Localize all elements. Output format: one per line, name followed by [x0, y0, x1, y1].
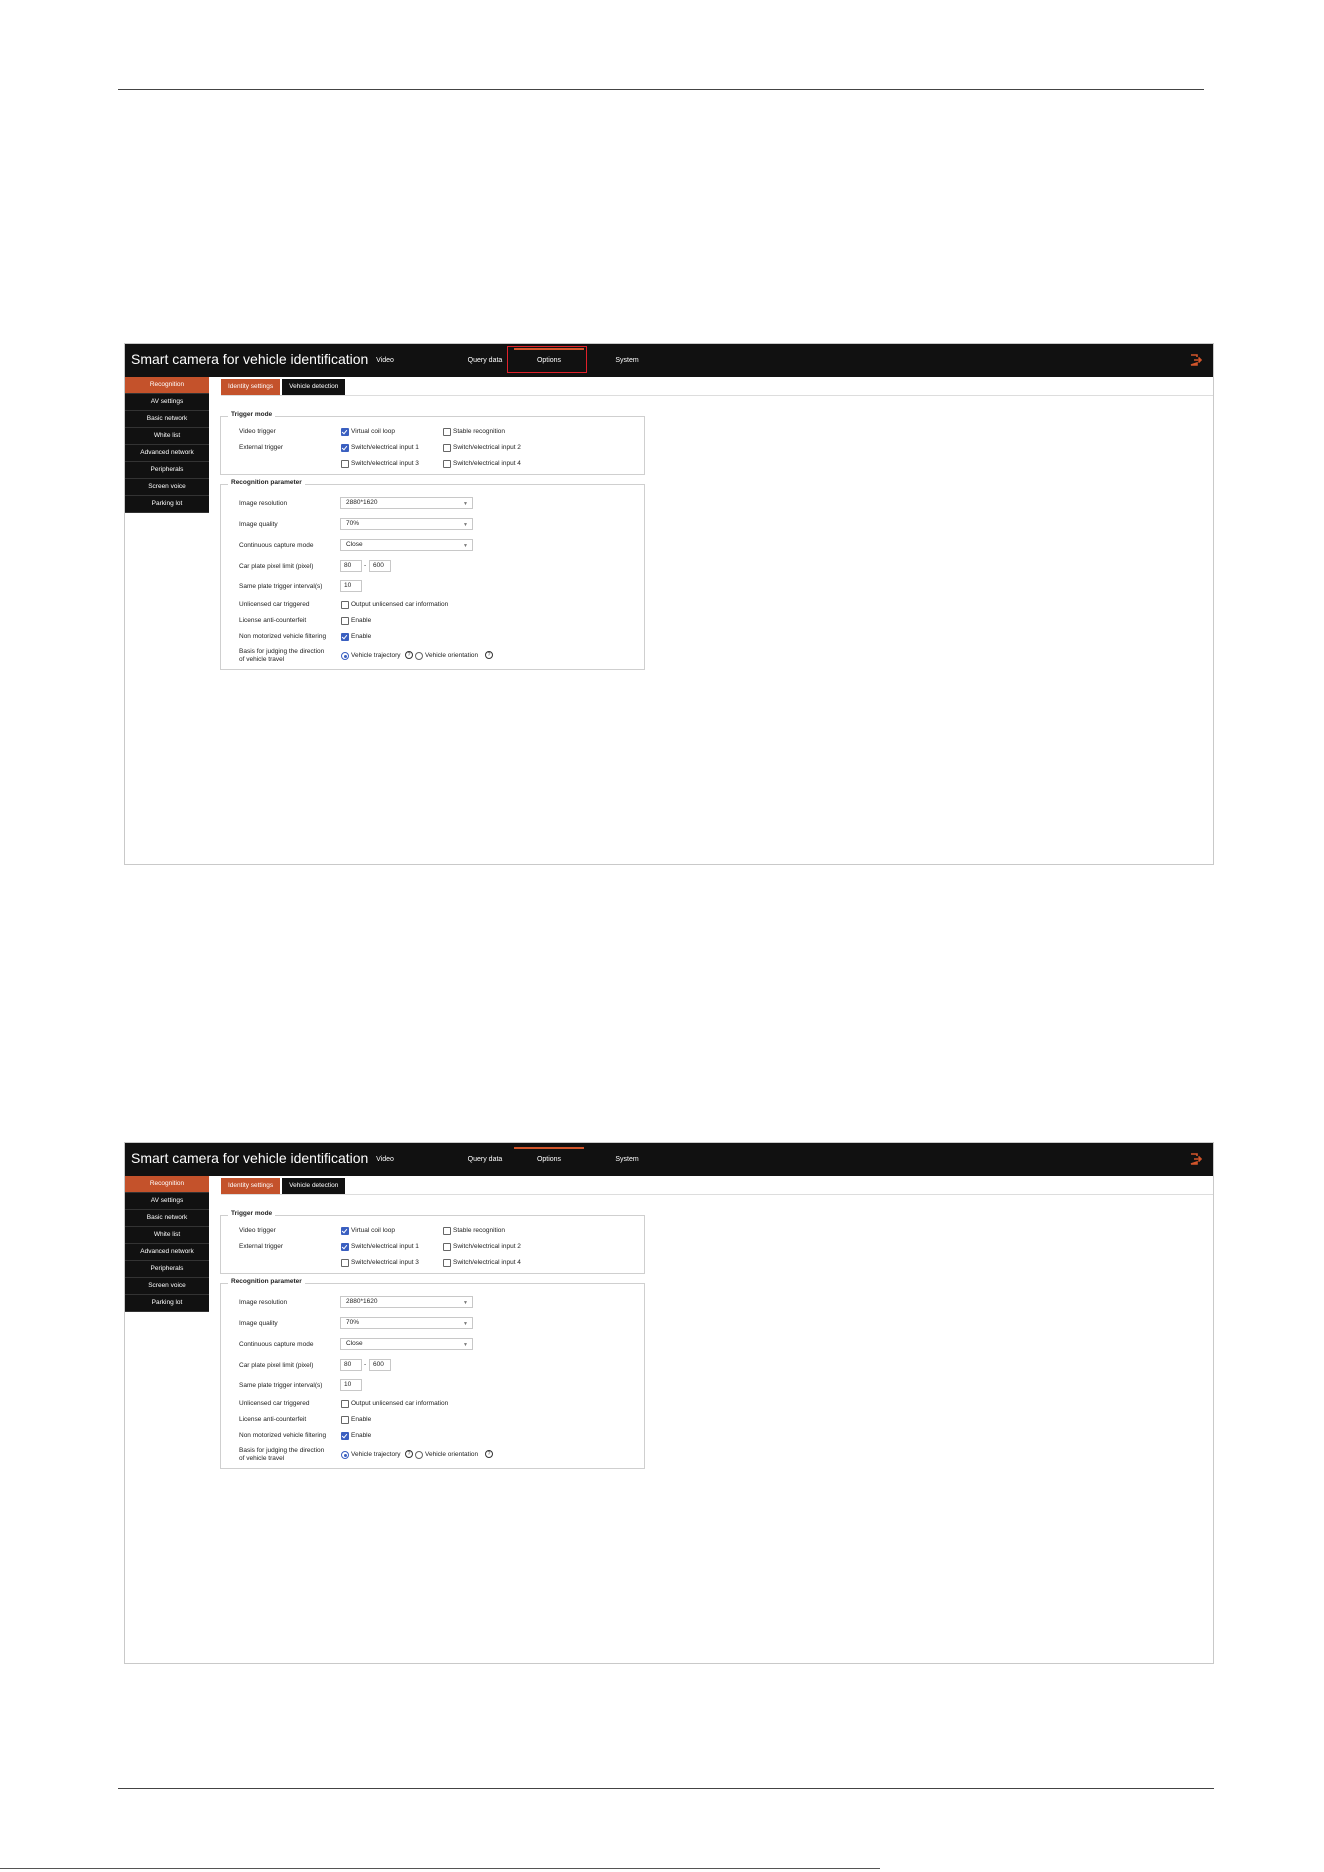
video-trigger-label: Video trigger [239, 1227, 276, 1234]
input-3-label: Switch/electrical input 3 [351, 1259, 419, 1266]
external-trigger-row-2 [221, 1258, 644, 1270]
pixel-limit-label: Car plate pixel limit (pixel) [239, 1362, 314, 1369]
continuous-capture-row [221, 1340, 644, 1352]
input-4-label: Switch/electrical input 4 [453, 1259, 521, 1266]
trigger-interval-input[interactable]: 10 [340, 580, 362, 592]
non-motorized-row [221, 1431, 644, 1443]
virtual-coil-checkbox[interactable] [341, 428, 349, 436]
image-resolution-value: 2880*1620 [346, 1298, 378, 1305]
direction-label-line-1: Basis for judging the direction [239, 648, 325, 655]
image-resolution-label: Image resolution [239, 500, 288, 507]
trigger-mode-legend: Trigger mode [228, 1210, 275, 1217]
non-motorized-row [221, 632, 644, 644]
image-quality-select[interactable] [340, 1317, 473, 1329]
image-resolution-value: 2880*1620 [346, 499, 378, 506]
anti-counterfeit-checkbox[interactable] [341, 617, 349, 625]
direction-row [221, 647, 644, 667]
help-icon[interactable]: ? [485, 651, 493, 659]
anti-counterfeit-row [221, 616, 644, 628]
direction-label [239, 1447, 339, 1463]
input-1-label: Switch/electrical input 1 [351, 1243, 419, 1250]
unlicensed-checkbox[interactable] [341, 1400, 349, 1408]
continuous-capture-label: Continuous capture mode [239, 1341, 314, 1348]
nav-system[interactable]: System [615, 357, 639, 364]
trigger-interval-input[interactable]: 10 [340, 1379, 362, 1391]
screenshot-options-highlighted [124, 343, 1214, 865]
external-trigger-row-2 [221, 459, 644, 471]
anti-counterfeit-label: License anti-counterfeit [239, 617, 307, 624]
chevron-down-icon: ▼ [463, 501, 468, 507]
input-3-checkbox[interactable] [341, 1259, 349, 1267]
chevron-down-icon: ▼ [463, 522, 468, 528]
anti-counterfeit-option: Enable [351, 1416, 372, 1423]
options-highlight-box [507, 346, 587, 373]
unlicensed-option: Output unlicensed car information [351, 1400, 449, 1407]
video-trigger-row [221, 427, 644, 439]
sidebar-item-peripherals[interactable]: Peripherals [125, 1261, 209, 1278]
trigger-mode-legend: Trigger mode [228, 411, 275, 418]
direction-label-line-1: Basis for judging the direction [239, 1447, 325, 1454]
input-2-label: Switch/electrical input 2 [453, 444, 521, 451]
top-bar [125, 344, 1213, 377]
image-quality-label: Image quality [239, 1320, 278, 1327]
vehicle-trajectory-label: Vehicle trajectory [351, 1451, 401, 1458]
image-resolution-select[interactable] [340, 1296, 473, 1308]
sidebar-item-recognition[interactable]: Recognition [125, 1176, 209, 1193]
app-title: Smart camera for vehicle identification [131, 351, 369, 367]
non-motorized-option: Enable [351, 633, 372, 640]
unlicensed-option: Output unlicensed car information [351, 601, 449, 608]
non-motorized-option: Enable [351, 1432, 372, 1439]
nav-video[interactable]: Video [376, 357, 394, 364]
trigger-mode-group [220, 1210, 645, 1274]
image-quality-value: 70% [346, 520, 360, 527]
pixel-limit-row [221, 1361, 644, 1373]
sidebar-item-advanced-network[interactable]: Advanced network [125, 1244, 209, 1261]
pixel-max-input[interactable]: 600 [369, 1359, 391, 1371]
sidebar-item-screen-voice[interactable]: Screen voice [125, 1278, 209, 1295]
sidebar-item-screen-voice[interactable]: Screen voice [125, 479, 209, 496]
sidebar-item-parking-lot[interactable]: Parking lot [125, 1295, 209, 1312]
nav-system[interactable]: System [615, 1156, 639, 1163]
help-icon[interactable]: ? [405, 1450, 413, 1458]
image-resolution-row [221, 1298, 644, 1310]
anti-counterfeit-checkbox[interactable] [341, 1416, 349, 1424]
stable-recognition-label: Stable recognition [453, 1227, 506, 1234]
direction-label-line-2: of vehicle travel [239, 1455, 285, 1462]
vehicle-trajectory-radio[interactable] [341, 652, 349, 660]
image-resolution-select[interactable] [340, 497, 473, 509]
nav-options[interactable]: Options [511, 344, 587, 377]
vehicle-trajectory-label: Vehicle trajectory [351, 652, 401, 659]
vehicle-orientation-label: Vehicle orientation [425, 1451, 479, 1458]
sidebar-item-basic-network[interactable]: Basic network [125, 411, 209, 428]
pixel-limit-row [221, 562, 644, 574]
input-4-label: Switch/electrical input 4 [453, 460, 521, 467]
external-trigger-row [221, 443, 644, 455]
tab-identity-settings[interactable]: Identity settings [221, 1178, 280, 1194]
image-quality-row [221, 1319, 644, 1331]
sidebar [125, 377, 209, 513]
top-bar [125, 1143, 1213, 1176]
help-icon[interactable]: ? [405, 651, 413, 659]
chevron-down-icon: ▼ [463, 1300, 468, 1306]
sidebar-item-white-list[interactable]: White list [125, 1227, 209, 1244]
chevron-down-icon: ▼ [463, 1321, 468, 1327]
direction-row [221, 1446, 644, 1466]
pixel-limit-label: Car plate pixel limit (pixel) [239, 563, 314, 570]
sidebar-item-basic-network[interactable]: Basic network [125, 1210, 209, 1227]
recognition-parameter-group [220, 479, 645, 670]
sidebar-item-recognition[interactable]: Recognition [125, 377, 209, 394]
tab-bar [221, 379, 347, 395]
chevron-down-icon: ▼ [463, 1342, 468, 1348]
vehicle-orientation-label: Vehicle orientation [425, 652, 479, 659]
virtual-coil-checkbox[interactable] [341, 1227, 349, 1235]
page-footer-rule [118, 1788, 1214, 1789]
sidebar-item-parking-lot[interactable]: Parking lot [125, 496, 209, 513]
pixel-range-separator: - [364, 1361, 367, 1368]
pixel-min-input[interactable]: 80 [340, 560, 362, 572]
tab-vehicle-detection[interactable]: Vehicle detection [282, 379, 345, 395]
trigger-interval-row [221, 1381, 644, 1393]
anti-counterfeit-label: License anti-counterfeit [239, 1416, 307, 1423]
image-quality-value: 70% [346, 1319, 360, 1326]
sidebar-item-white-list[interactable]: White list [125, 428, 209, 445]
tab-identity-settings[interactable]: Identity settings [221, 379, 280, 395]
image-resolution-row [221, 499, 644, 511]
input-2-checkbox[interactable] [443, 444, 451, 452]
sidebar-item-advanced-network[interactable]: Advanced network [125, 445, 209, 462]
non-motorized-checkbox[interactable] [341, 1432, 349, 1440]
trigger-interval-row [221, 582, 644, 594]
sidebar-item-peripherals[interactable]: Peripherals [125, 462, 209, 479]
input-3-checkbox[interactable] [341, 460, 349, 468]
nav-query-data[interactable]: Query data [467, 357, 503, 364]
vehicle-orientation-radio[interactable] [415, 1451, 423, 1459]
video-trigger-row [221, 1226, 644, 1238]
continuous-capture-value: Close [346, 1340, 363, 1347]
non-motorized-label: Non motorized vehicle filtering [239, 633, 327, 640]
unlicensed-row [221, 600, 644, 612]
tab-divider [221, 395, 1213, 396]
sidebar-item-av-settings[interactable]: AV settings [125, 1193, 209, 1210]
trigger-mode-group [220, 411, 645, 475]
vehicle-trajectory-radio[interactable] [341, 1451, 349, 1459]
unlicensed-checkbox[interactable] [341, 601, 349, 609]
direction-label-line-2: of vehicle travel [239, 656, 285, 663]
input-3-label: Switch/electrical input 3 [351, 460, 419, 467]
trigger-interval-label: Same plate trigger interval(s) [239, 583, 323, 590]
stable-recognition-checkbox[interactable] [443, 1227, 451, 1235]
continuous-capture-value: Close [346, 541, 363, 548]
virtual-coil-label: Virtual coil loop [351, 428, 395, 435]
continuous-capture-row [221, 541, 644, 553]
video-trigger-label: Video trigger [239, 428, 276, 435]
input-4-checkbox[interactable] [443, 1259, 451, 1267]
input-1-label: Switch/electrical input 1 [351, 444, 419, 451]
screenshot-options-active [124, 1142, 1214, 1664]
pixel-max-input[interactable]: 600 [369, 560, 391, 572]
input-1-checkbox[interactable] [341, 444, 349, 452]
recognition-parameter-legend: Recognition parameter [228, 1278, 305, 1285]
recognition-parameter-legend: Recognition parameter [228, 479, 305, 486]
unlicensed-label: Unlicensed car triggered [239, 601, 310, 608]
stable-recognition-label: Stable recognition [453, 428, 506, 435]
image-quality-select[interactable] [340, 518, 473, 530]
non-motorized-label: Non motorized vehicle filtering [239, 1432, 327, 1439]
unlicensed-label: Unlicensed car triggered [239, 1400, 310, 1407]
sidebar-item-av-settings[interactable]: AV settings [125, 394, 209, 411]
input-1-checkbox[interactable] [341, 1243, 349, 1251]
tab-vehicle-detection[interactable]: Vehicle detection [282, 1178, 345, 1194]
input-4-checkbox[interactable] [443, 460, 451, 468]
input-2-checkbox[interactable] [443, 1243, 451, 1251]
image-resolution-label: Image resolution [239, 1299, 288, 1306]
logout-icon[interactable] [1189, 353, 1203, 367]
vehicle-orientation-radio[interactable] [415, 652, 423, 660]
image-quality-label: Image quality [239, 521, 278, 528]
recognition-parameter-group [220, 1278, 645, 1469]
pixel-range-separator: - [364, 562, 367, 569]
tab-divider [221, 1194, 1213, 1195]
continuous-capture-select[interactable] [340, 1338, 473, 1350]
chevron-down-icon: ▼ [463, 543, 468, 549]
input-2-label: Switch/electrical input 2 [453, 1243, 521, 1250]
non-motorized-checkbox[interactable] [341, 633, 349, 641]
pixel-min-input[interactable]: 80 [340, 1359, 362, 1371]
external-trigger-label: External trigger [239, 1243, 284, 1250]
external-trigger-row [221, 1242, 644, 1254]
logout-icon[interactable] [1189, 1152, 1203, 1166]
page-header-rule [118, 89, 1204, 90]
virtual-coil-label: Virtual coil loop [351, 1227, 395, 1234]
continuous-capture-label: Continuous capture mode [239, 542, 314, 549]
anti-counterfeit-row [221, 1415, 644, 1427]
external-trigger-label: External trigger [239, 444, 284, 451]
trigger-interval-label: Same plate trigger interval(s) [239, 1382, 323, 1389]
nav-options[interactable]: Options [511, 1143, 587, 1176]
sidebar [125, 1176, 209, 1312]
continuous-capture-select[interactable] [340, 539, 473, 551]
tab-bar [221, 1178, 347, 1194]
page-bottom-rule [0, 1868, 880, 1869]
help-icon[interactable]: ? [485, 1450, 493, 1458]
unlicensed-row [221, 1399, 644, 1411]
nav-video[interactable]: Video [376, 1156, 394, 1163]
app-title: Smart camera for vehicle identification [131, 1150, 369, 1166]
anti-counterfeit-option: Enable [351, 617, 372, 624]
image-quality-row [221, 520, 644, 532]
nav-query-data[interactable]: Query data [467, 1156, 503, 1163]
direction-label [239, 648, 339, 664]
stable-recognition-checkbox[interactable] [443, 428, 451, 436]
